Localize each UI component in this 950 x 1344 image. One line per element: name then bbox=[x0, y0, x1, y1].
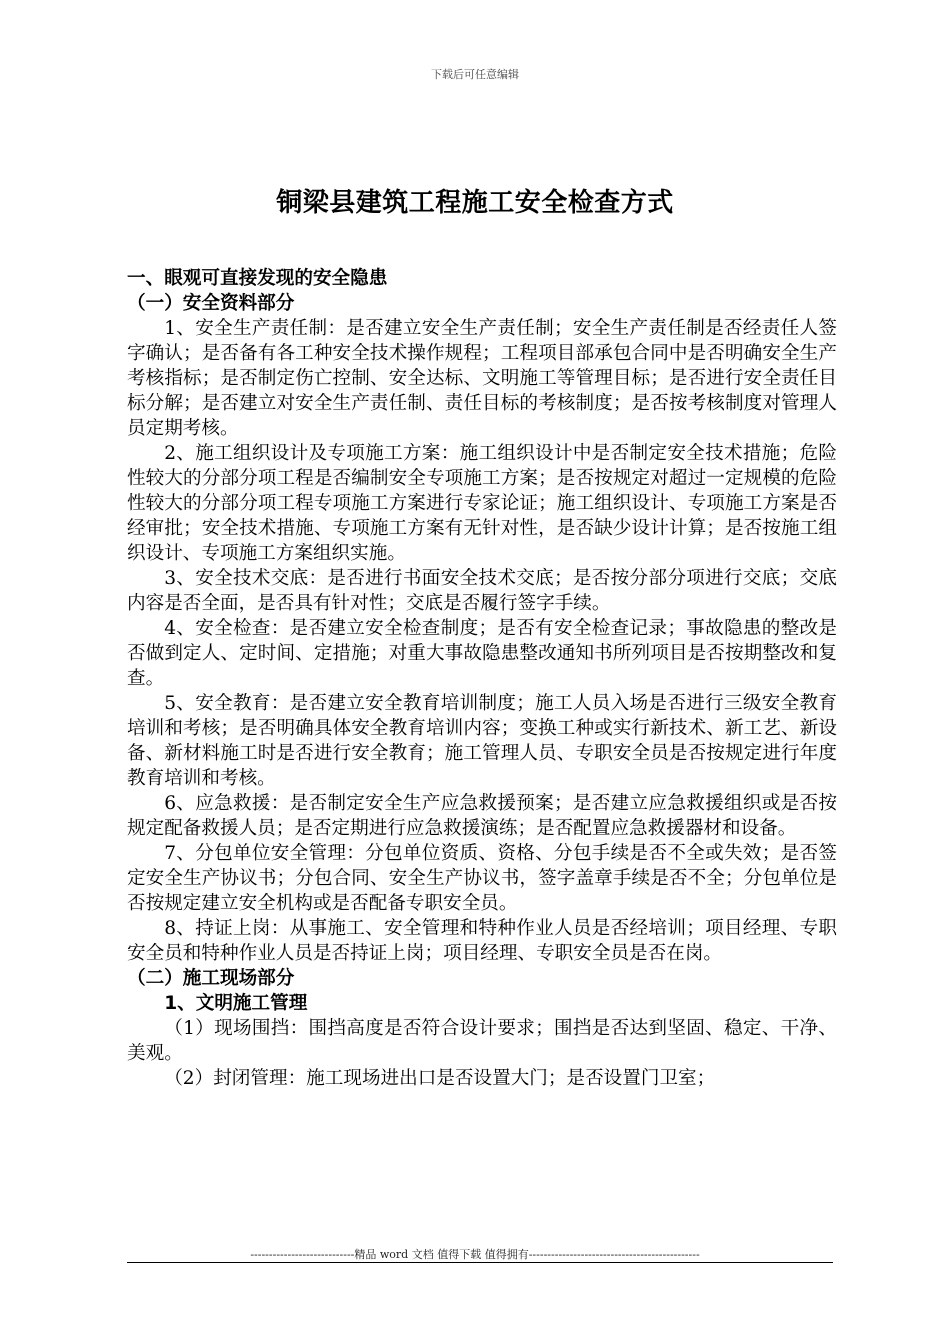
subsection-heading: （二）施工现场部分 bbox=[127, 968, 295, 989]
paragraph-item-6: 6、应急救援：是否制定安全生产应急救援预案；是否建立应急救援组织或是否按规定配备救援人员；是否定期进行应急救援演练；是否配置应急救援器材和设备。 bbox=[127, 793, 837, 839]
subsection-heading: （一）安全资料部分 bbox=[127, 293, 295, 314]
document-body bbox=[127, 266, 837, 1091]
section-heading: 一、眼观可直接发现的安全隐患 bbox=[127, 268, 388, 289]
sub-subsection-heading: 1、文明施工管理 bbox=[164, 993, 308, 1014]
paragraph-item-8: 8、持证上岗：从事施工、安全管理和特种作业人员是否经培训；项目经理、专职安全员和特种作业人员是否持证上岗；项目经理、专职安全员是否在岗。 bbox=[127, 918, 837, 964]
paragraph-item-7: 7、分包单位安全管理：分包单位资质、资格、分包手续是否不全或失效；是否签定安全生产协议书；分包合同、安全生产协议书，签字盖章手续是否不全；分包单位是否按规定建立安全机构或是否配备专职安全员。 bbox=[127, 843, 837, 914]
page-header-note: 下载后可任意编辑 bbox=[431, 68, 519, 81]
paragraph-subitem-1: （1）现场围挡：围挡高度是否符合设计要求；围挡是否达到坚固、稳定、干净、美观。 bbox=[127, 1018, 837, 1064]
paragraph-item-2: 2、施工组织设计及专项施工方案：施工组织设计中是否制定安全技术措施；危险性较大的分部分项工程是否编制安全专项施工方案；是否按规定对超过一定规模的危险性较大的分部分项工程专项施工方案进行专家论证；施工组织设计、专项施工方案是否经审批；安全技术措施、专项施工方案有无针对性，是否缺少设计计算；是否按施工组织设计、专项施工方案组织实施。 bbox=[127, 443, 837, 564]
paragraph-subitem-2: （2）封闭管理：施工现场进出口是否设置大门；是否设置门卫室； bbox=[164, 1068, 716, 1089]
paragraph-item-1: 1、安全生产责任制：是否建立安全生产责任制；安全生产责任制是否经责任人签字确认；是否备有各工种安全技术操作规程；工程项目部承包合同中是否明确安全生产考核指标；是否制定伤亡控制、安全达标、文明施工等管理目标；是否进行安全责任目标分解；是否建立对安全生产责任制、责任目标的考核制度；是否按考核制度对管理人员定期考核。 bbox=[127, 318, 837, 439]
paragraph-item-5: 5、安全教育：是否建立安全教育培训制度；施工人员入场是否进行三级安全教育培训和考核；是否明确具体安全教育培训内容；变换工种或实行新技术、新工艺、新设备、新材料施工时是否进行安全教育；施工管理人员、专职安全员是否按规定进行年度教育培训和考核。 bbox=[127, 693, 837, 789]
paragraph-item-4: 4、安全检查：是否建立安全检查制度；是否有安全检查记录；事故隐患的整改是否做到定人、定时间、定措施；对重大事故隐患整改通知书所列项目是否按期整改和复查。 bbox=[127, 618, 837, 689]
footer-divider bbox=[127, 1262, 833, 1263]
paragraph-item-3: 3、安全技术交底：是否进行书面安全技术交底；是否按分部分项进行交底；交底内容是否全面，是否具有针对性；交底是否履行签字手续。 bbox=[127, 568, 837, 614]
document-title: 铜梁县建筑工程施工安全检查方式 bbox=[276, 188, 674, 218]
page-footer-text: ----------------------------精品 word 文档 值得下载 值得拥有---------------------------------------------- bbox=[250, 1248, 700, 1261]
